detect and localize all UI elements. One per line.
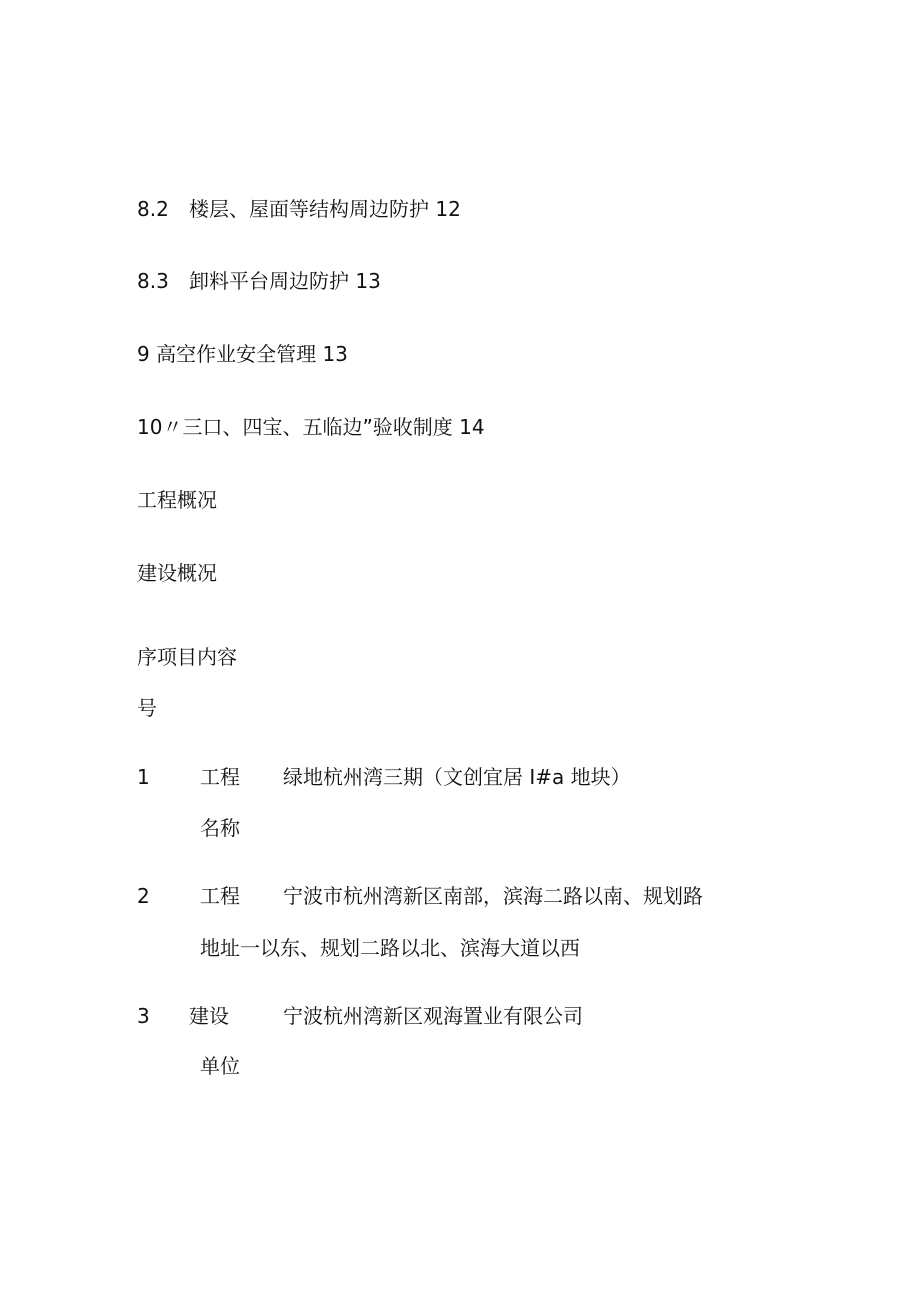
toc-entry-10: 10〃三口、四宝、五临边”验收制度 14	[137, 415, 485, 439]
table-header-line2: 号	[137, 696, 157, 720]
toc-entry-8-3	[137, 269, 381, 293]
row-content-line1: 宁波杭州湾新区观海置业有限公司	[283, 1004, 583, 1028]
row-content-line1: 绿地杭州湾三期（文创宜居 I#a 地块）	[283, 765, 631, 789]
row-content-line2: 地址一以东、规划二路以北、滨海大道以西	[200, 936, 580, 960]
heading-project-overview: 工程概况	[137, 488, 217, 512]
toc-entry-title: 卸料平台周边防护 13	[189, 269, 381, 293]
row-item-line2: 名称	[200, 816, 240, 840]
toc-entry-title: 楼层、屋面等结构周边防护 12	[189, 197, 461, 221]
row-number: 3	[137, 1004, 150, 1028]
row-item-line2: 单位	[200, 1054, 240, 1078]
row-number: 2	[137, 884, 150, 908]
row-item-line1: 工程	[200, 884, 240, 908]
row-item-line1: 工程	[200, 765, 240, 789]
toc-entry-number: 8.3	[137, 269, 169, 293]
toc-entry-8-2	[137, 197, 461, 221]
row-item-line1: 建设	[189, 1004, 229, 1028]
row-number: 1	[137, 765, 150, 789]
row-content-line1: 宁波市杭州湾新区南部，滨海二路以南、规划路	[283, 884, 703, 908]
toc-entry-number: 8.2	[137, 197, 169, 221]
table-header-line1: 序项目内容	[137, 645, 237, 669]
toc-entry-9: 9 高空作业安全管理 13	[137, 342, 348, 366]
heading-construction-overview: 建设概况	[137, 561, 217, 585]
